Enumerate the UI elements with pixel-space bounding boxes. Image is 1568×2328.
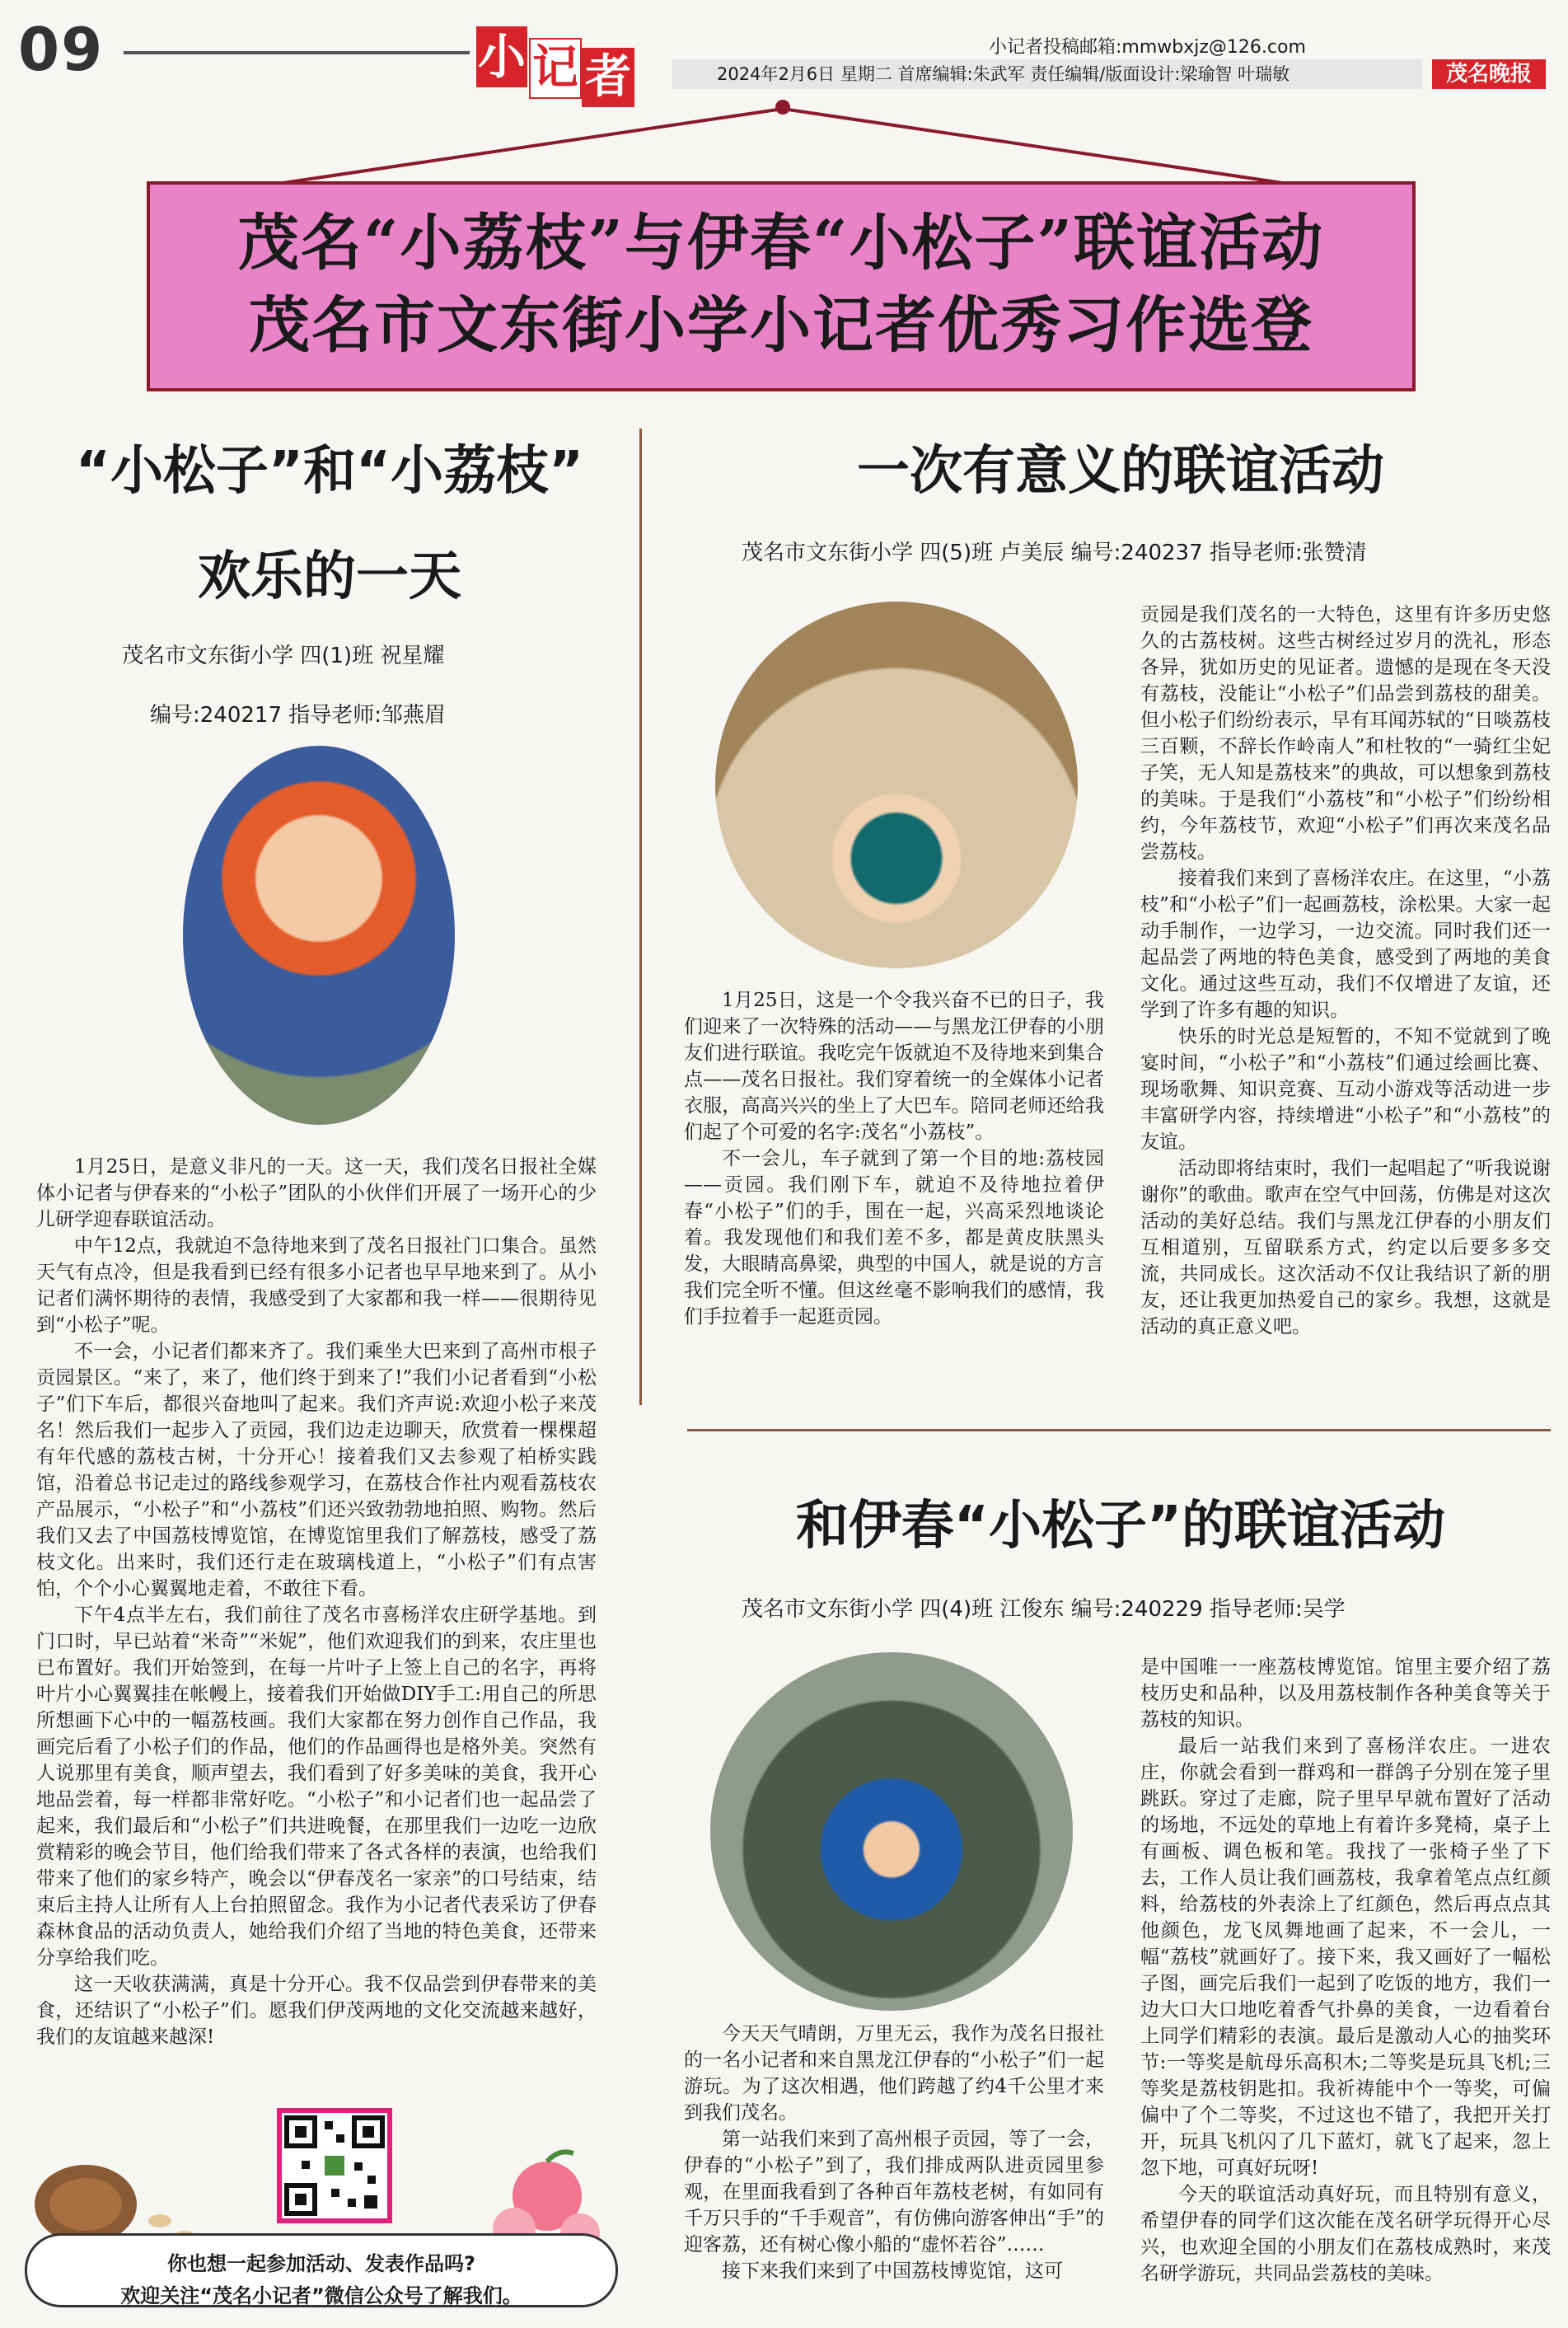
article2-column-2 bbox=[1140, 602, 1551, 1340]
article2-author-photo bbox=[715, 602, 1078, 968]
paragraph: 最后一站我们来到了喜杨洋农庄。一进农庄，你就会看到一群鸡和一群鸽子分别在笼子里跳跃。穿过了走廊，院子里早早就布置好了活动的场地，不远处的草地上有着许多凳椅，桌子上有画板、调色板和笔。我找了一张椅子坐了下去，工作人员让我们画荔枝，我拿着笔点点红颜料，给荔枝的外表涂上了红颜色，然后再点点其他颜色，龙飞凤舞地画了起来，不一会儿，一幅“荔枝”就画好了。接下来，我又画好了一幅松子图，画完后我们一起到了吃饭的地方，我们一边大口大口地吃着香气扑鼻的美食，一边看着台上同学们精彩的表演。最后是激动人心的抽奖环节:一等奖是航母乐高积木;二等奖是玩具飞机;三等奖是荔枝钥匙扣。我祈祷能中个一等奖，可偏偏中了个二等奖，不过这也不错了，我把开关打开，玩具飞机闪了几下蓝灯，就飞了起来，忽上忽下地，可真好玩呀! bbox=[1140, 1735, 1551, 2179]
paragraph: 快乐的时光总是短暂的，不知不觉就到了晚宴时间，“小松子”和“小荔枝”们通过绘画比赛、现场歌舞、知识竞赛、互动小游戏等活动进一步丰富研学内容，持续增进“小松子”和“小荔枝”的友谊。 bbox=[1140, 1026, 1551, 1153]
article2-byline: 茂名市文东街小学 四(5)班 卢美辰 编号:240237 指导老师:张赞清 bbox=[742, 541, 1367, 565]
headline-banner bbox=[147, 181, 1416, 391]
section-logo-char-3: 者 bbox=[582, 48, 634, 107]
paragraph: 接下来我们来到了中国荔枝博览馆，这可 bbox=[722, 2260, 1063, 2282]
paragraph: 贡园是我们茂名的一大特色，这里有许多历史悠久的古荔枝树。这些古树经过岁月的洗礼，形态各异，犹如历史的见证者。遗憾的是现在冬天没有荔枝，没能让“小松子”们品尝到荔枝的甜美。但小松子们纷纷表示，早有耳闻苏轼的“日啖荔枝三百颗，不辞长作岭南人”和杜牧的“一骑红尘妃子笑，无人知是荔枝来”的典故，可以想象到荔枝的美味。于是我们“小荔枝”和“小松子”们纷纷相约，今年荔枝节，欢迎“小松子”们再次来茂名品尝荔枝。 bbox=[1140, 604, 1551, 863]
paragraph: 第一站我们来到了高州根子贡园，等了一会，伊春的“小松子”到了，我们排成两队进贡园里参观，在里面我看到了各种百年荔枝老树，有如同有千万只手的“千手观音”，有仿佛向游客伸出“手”的迎客荔，还有树心像小船的“虚怀若谷”…… bbox=[684, 2129, 1104, 2255]
submission-email: 小记者投稿邮箱:mmwbxjz@126.com bbox=[989, 37, 1306, 58]
article1-title-line1: “小松子”和“小荔枝” bbox=[75, 441, 584, 502]
section-logo-char-2: 记 bbox=[529, 38, 582, 99]
paragraph: 活动即将结束时，我们一起唱起了“听我说谢谢你”的歌曲。歌声在空气中回荡，仿佛是对这次活动的美好总结。我们与黑龙江伊春的小朋友们互相道别，互留联系方式，约定以后要多多交流，共同成长。这次活动不仅让我结识了新的朋友，还让我更加热爱自己的家乡。我想，这就是活动的真正意义吧。 bbox=[1140, 1158, 1551, 1337]
paragraph: 中午12点，我就迫不急待地来到了茂名日报社门口集合。虽然天气有点冷，但是我看到已经有很多小记者也早早地来到了。从小记者们满怀期待的表情，我感受到了大家都和我一样——很期待见到“小松子”呢。 bbox=[36, 1235, 597, 1336]
article-divider bbox=[687, 1429, 1551, 1431]
banner-hanger-icon bbox=[0, 0, 1568, 198]
article3-title: 和伊春“小松子”的联谊活动 bbox=[795, 1496, 1446, 1557]
newspaper-logo: 茂名晚报 bbox=[1432, 59, 1546, 89]
article1-title-line2: 欢乐的一天 bbox=[198, 546, 461, 607]
paragraph: 这一天收获满满，真是十分开心。我不仅品尝到伊春带来的美食，还结识了“小松子”们。愿我们伊茂两地的文化交流越来越好，我们的友谊越来越深! bbox=[36, 1974, 597, 2048]
page-number: 09 bbox=[18, 15, 105, 84]
article1-byline: 茂名市文东街小学 四(1)班 祝星耀 bbox=[122, 644, 445, 668]
paragraph: 是中国唯一一座荔枝博览馆。馆里主要介绍了荔枝历史和品种，以及用荔枝制作各种美食等关于荔枝的知识。 bbox=[1140, 1656, 1551, 1731]
headline-line-1: 茂名“小荔枝”与伊春“小松子”联谊活动 bbox=[237, 208, 1325, 279]
paragraph: 1月25日，是意义非凡的一天。这一天，我们茂名日报社全媒体小记者与伊春来的“小松子”团队的小伙伴们开展了一场开心的少儿研学迎春联谊活动。 bbox=[36, 1156, 597, 1230]
paragraph: 今天天气晴朗，万里无云，我作为茂名日报社的一名小记者和来自黑龙江伊春的“小松子”们一起游玩。为了这次相遇，他们跨越了约4千公里才来到我们茂名。 bbox=[684, 2023, 1104, 2124]
paragraph: 今天的联谊活动真好玩，而且特别有意义，希望伊春的同学们这次能在茂名研学玩得开心尽兴，也欢迎全国的小朋友们在荔枝成熟时，来茂名研学游玩，共同品尝荔枝的美味。 bbox=[1140, 2184, 1551, 2284]
article2-title: 一次有意义的联谊活动 bbox=[857, 441, 1384, 502]
column-divider bbox=[639, 429, 642, 1405]
paragraph: 1月25日，这是一个令我兴奋不已的日子，我们迎来了一次特殊的活动——与黑龙江伊春的小朋友们进行联谊。我吃完午饭就迫不及待地来到集合点——茂名日报社。我们穿着统一的全媒体小记者衣服，高高兴兴的坐上了大巴车。陪同老师还给我们起了个可爱的名字:茂名“小荔枝”。 bbox=[684, 990, 1104, 1143]
article1-body bbox=[36, 1154, 597, 2050]
article3-byline: 茂名市文东街小学 四(4)班 江俊东 编号:240229 指导老师:吴学 bbox=[742, 1597, 1346, 1622]
headline-line-2: 茂名市文东街小学小记者优秀习作选登 bbox=[249, 290, 1313, 361]
article3-column-1 bbox=[684, 2021, 1104, 2284]
article1-byline-id: 编号:240217 指导老师:邹燕眉 bbox=[150, 703, 447, 728]
qr-code-icon[interactable] bbox=[277, 2108, 392, 2223]
promo-callout bbox=[25, 2233, 618, 2307]
paragraph: 下午4点半左右，我们前往了茂名市喜杨洋农庄研学基地。到门口时，早已站着“米奇”“米妮”，他们欢迎我们的到来，农庄里也已布置好。我们开始签到，在每一片叶子上签上自己的名字，再将叶片小心翼翼挂在帐幔上，接着我们开始做DIY手工:用自己的所思所想画下心中的一幅荔枝画。我们大家都在努力创作自己作品，我画完后看了小松子们的作品，他们的作品画得也是格外美。突然有人说那里有美食，顺声望去，我们看到了好多美味的美食，我开心地品尝着，每一样都非常好吃。“小松子”和小记者们也一起品尝了起来，我们最后和“小松子”们共进晚餐，在那里我们一边吃一边欣赏精彩的晚会节目，他们给我们带来了各式各样的表演，也给我们带来了他们的家乡特产，晚会以“伊春茂名一家亲”的口号结束，结束后主持人让所有人上台拍照留念。我作为小记者代表采访了伊春森林食品的活动负责人，她给我们介绍了当地的特色美食，还带来分享给我们吃。 bbox=[36, 1604, 597, 1969]
paragraph: 接着我们来到了喜杨洋农庄。在这里，“小荔枝”和“小松子”们一起画荔枝，涂松果。大家一起动手制作，一边学习，一边交流。同时我们还一起品尝了两地的特色美食，感受到了两地的美食文化。通过这些互动，我们不仅增进了友谊，还学到了许多有趣的知识。 bbox=[1140, 868, 1551, 1021]
paragraph: 不一会，小记者们都来齐了。我们乘坐大巴来到了高州市根子贡园景区。“来了，来了，他们终于到来了!”我们小记者看到“小松子”们下车后，都很兴奋地叫了起来。我们齐声说:欢迎小松子来茂名！然后我们一起步入了贡园，我们边走边聊天，欣赏着一棵棵超有年代感的荔枝古树，十分开心！接着我们又去参观了柏桥实践馆，沿着总书记走过的路线参观学习，在荔枝合作社内观看荔枝农产品展示，“小松子”和“小荔枝”们还兴致勃勃地拍照、购物。然后我们又去了中国荔枝博览馆，在博览馆里我们了解荔枝，感受了荔枝文化。出来时，我们还行走在玻璃栈道上，“小松子”们有点害怕，个个小心翼翼地走着，不敢往下看。 bbox=[36, 1341, 597, 1600]
article2-column-1 bbox=[684, 987, 1104, 1330]
article1-author-photo bbox=[183, 746, 455, 1125]
promo-line-1: 你也想一起参加活动、发表作品吗? bbox=[167, 2252, 475, 2275]
article3-column-2 bbox=[1140, 1654, 1551, 2287]
dateline: 2024年2月6日 星期二 首席编辑:朱武军 责任编辑/版面设计:梁瑜智 叶瑞敏 bbox=[672, 59, 1422, 89]
section-logo-char-1: 小 bbox=[476, 26, 527, 87]
promo-line-2: 欢迎关注“茂名小记者”微信公众号了解我们。 bbox=[120, 2284, 522, 2307]
article3-author-photo bbox=[710, 1652, 1073, 2011]
paragraph: 不一会儿，车子就到了第一个目的地:荔枝园——贡园。我们刚下车，就迫不及待地拉着伊春“小松子”们的手，围在一起，兴高采烈地谈论着。我发现他们和我们差不多，都是黄皮肤黑头发，大眼睛高鼻梁，典型的中国人，就是说的方言我们完全听不懂。但这丝毫不影响我们的感情，我们手拉着手一起逛贡园。 bbox=[684, 1148, 1104, 1328]
